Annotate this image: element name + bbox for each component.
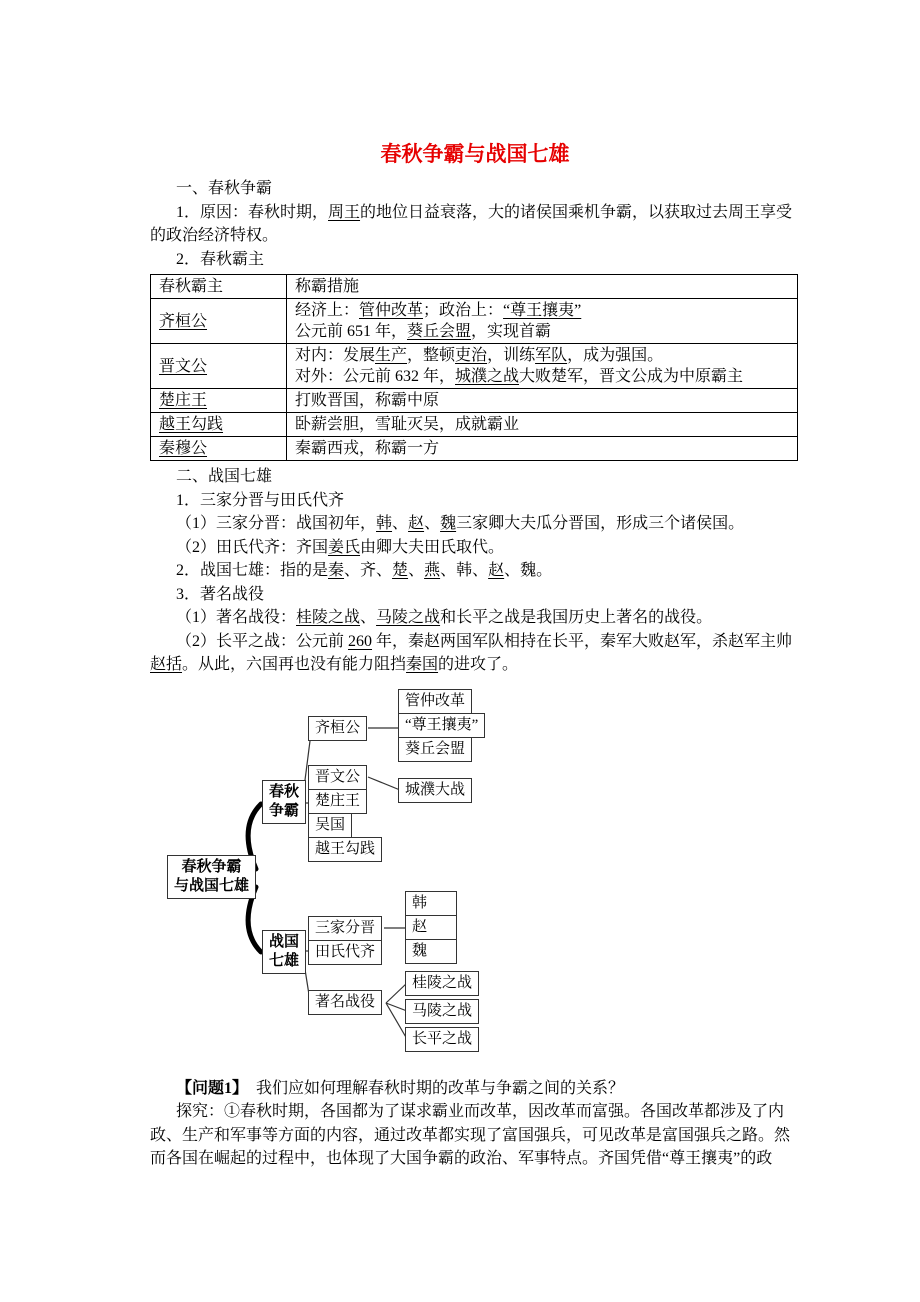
diagram-node-guanzhong-gaige: 管仲改革 <box>398 689 472 714</box>
diagram-stack-han-zhao-wei <box>405 891 457 964</box>
page-title: 春秋争霸与战国七雄 <box>380 142 570 166</box>
paragraph-qixiong-list: 2．战国七雄：指的是秦、齐、楚、燕、韩、赵、魏。 <box>176 562 553 579</box>
measure-line: 秦霸西戎，称霸一方 <box>295 440 440 457</box>
measure-line: 打败晋国，称霸中原 <box>295 392 440 409</box>
cell-measures <box>287 299 798 344</box>
cell-hegemon-name: 齐桓公 <box>151 299 287 344</box>
diagram-branch-zhanguo <box>262 930 306 974</box>
heading-chunqiu-bazhu: 2．春秋霸主 <box>176 250 265 268</box>
table-row-qinmugong <box>151 437 798 461</box>
table-row-qihuangong <box>151 299 798 344</box>
paragraph-changping: （2）长平之战：公元前 260 年，秦赵两国军队相持在长平，秦军大败赵军，杀赵军主帅赵括。从此，六国再也没有能力阻挡秦国的进攻了。 <box>150 632 793 673</box>
diagram-stack-zhanguo-items <box>308 916 382 965</box>
measure-line: 经济上：管仲改革；政治上：“尊王攘夷” <box>295 302 582 319</box>
diagram-node-chuzhuangwang: 楚庄王 <box>308 789 367 814</box>
diagram-stack-chunqiu-kings <box>308 765 382 862</box>
heading-sanjia-tianshi: 1．三家分晋与田氏代齐 <box>176 491 345 509</box>
diagram-root-node <box>167 855 256 899</box>
heading-zhuming-zhanyi: 3．著名战役 <box>176 585 265 603</box>
table-row-chuzhuangwang <box>151 389 798 413</box>
heading-chunqiu-zhengba: 一、春秋争霸 <box>176 180 273 197</box>
paragraph-zhanyi-list: （1）著名战役：桂陵之战、马陵之战和长平之战是我国历史上著名的战役。 <box>176 609 713 626</box>
diagram-node-zhuming-zhanyi: 著名战役 <box>308 990 382 1015</box>
measure-line: 对内：发展生产，整顿吏治，训练军队，成为强国。 <box>295 347 664 364</box>
table-header-row <box>151 275 798 299</box>
diagram-node-sanjia-fenjin: 三家分晋 <box>308 916 382 941</box>
document-content <box>150 138 800 1171</box>
diagram-node-jinwengong: 晋文公 <box>308 765 367 790</box>
branch-line: 战国 <box>269 933 300 950</box>
cell-measures <box>287 389 798 413</box>
cell-hegemon-name: 晋文公 <box>151 344 287 389</box>
diagram-stack-qihuangong-items <box>398 689 485 762</box>
mind-map-diagram <box>150 683 800 1063</box>
question-section <box>150 1077 800 1171</box>
measure-line: 对外：公元前 632 年，城濮之战大败楚军，晋文公成为中原霸主 <box>295 368 744 385</box>
paragraph-reason: 1．原因：春秋时期，周王的地位日益衰落，大的诸侯国乘机争霸，以获取过去周王享受的政治经济特权。 <box>150 203 793 244</box>
paragraph-sanjiafenjin: （1）三家分晋：战国初年，韩、赵、魏三家卿大夫瓜分晋国，形成三个诸侯国。 <box>176 515 745 532</box>
diagram-node-zunwang-rangyi: “尊王攘夷” <box>398 713 485 738</box>
diagram-node-chengpu-dazhan: 城濮大战 <box>398 778 472 803</box>
diagram-node-maling-zhizhan: 马陵之战 <box>405 999 479 1024</box>
diagram-node-wei: 魏 <box>405 939 457 964</box>
cell-hegemon-name: 越王勾践 <box>151 413 287 437</box>
diagram-branch-chunqiu <box>262 780 306 824</box>
question-1-answer: 探究：①春秋时期，各国都为了谋求霸业而改革，因改革而富强。各国改革都涉及了内政、生产和军事等方面的内容，通过改革都实现了富国强兵，可见改革是富国强兵之路。然而各国在崛起的过程中，也体现了大国争霸的政治、军事特点。齐国凭借“尊王攘夷”的政 <box>150 1103 791 1167</box>
heading-zhanguo-qixiong: 二、战国七雄 <box>176 468 273 485</box>
root-line: 春秋争霸 <box>181 858 242 875</box>
hegemon-table <box>150 274 798 461</box>
cell-measures <box>287 413 798 437</box>
question-1: 【问题1】 我们应如何理解春秋时期的改革与争霸之间的关系？ <box>176 1079 625 1097</box>
diagram-node-guiling-zhizhan: 桂陵之战 <box>405 971 479 996</box>
paragraph-tianshidaiqi: （2）田氏代齐：齐国姜氏由卿大夫田氏取代。 <box>176 538 505 556</box>
cell-measures <box>287 437 798 461</box>
diagram-node-kuiqiu-huimeng: 葵丘会盟 <box>398 737 472 762</box>
diagram-node-zhao: 赵 <box>405 915 457 940</box>
branch-line: 争霸 <box>269 802 300 819</box>
measure-line: 公元前 651 年，葵丘会盟，实现首霸 <box>295 323 552 340</box>
table-header-hegemon: 春秋霸主 <box>151 275 287 299</box>
measure-line: 卧薪尝胆，雪耻灭吴，成就霸业 <box>295 416 520 433</box>
branch-line: 七雄 <box>269 952 300 969</box>
root-line: 与战国七雄 <box>174 877 250 894</box>
diagram-node-tianshi-daiqi: 田氏代齐 <box>308 940 382 965</box>
branch-line: 春秋 <box>269 783 300 800</box>
diagram-node-qihuangong: 齐桓公 <box>308 716 367 741</box>
cell-hegemon-name: 楚庄王 <box>151 389 287 413</box>
diagram-node-yuewang-goujian: 越王勾践 <box>308 837 382 862</box>
table-header-measures: 称霸措施 <box>287 275 798 299</box>
diagram-node-changping-zhizhan: 长平之战 <box>405 1027 479 1052</box>
cell-hegemon-name: 秦穆公 <box>151 437 287 461</box>
table-row-yuewanggoujian <box>151 413 798 437</box>
diagram-node-han: 韩 <box>405 891 457 916</box>
cell-measures <box>287 344 798 389</box>
diagram-node-wuguo: 吴国 <box>308 813 352 838</box>
table-row-jinwengong <box>151 344 798 389</box>
